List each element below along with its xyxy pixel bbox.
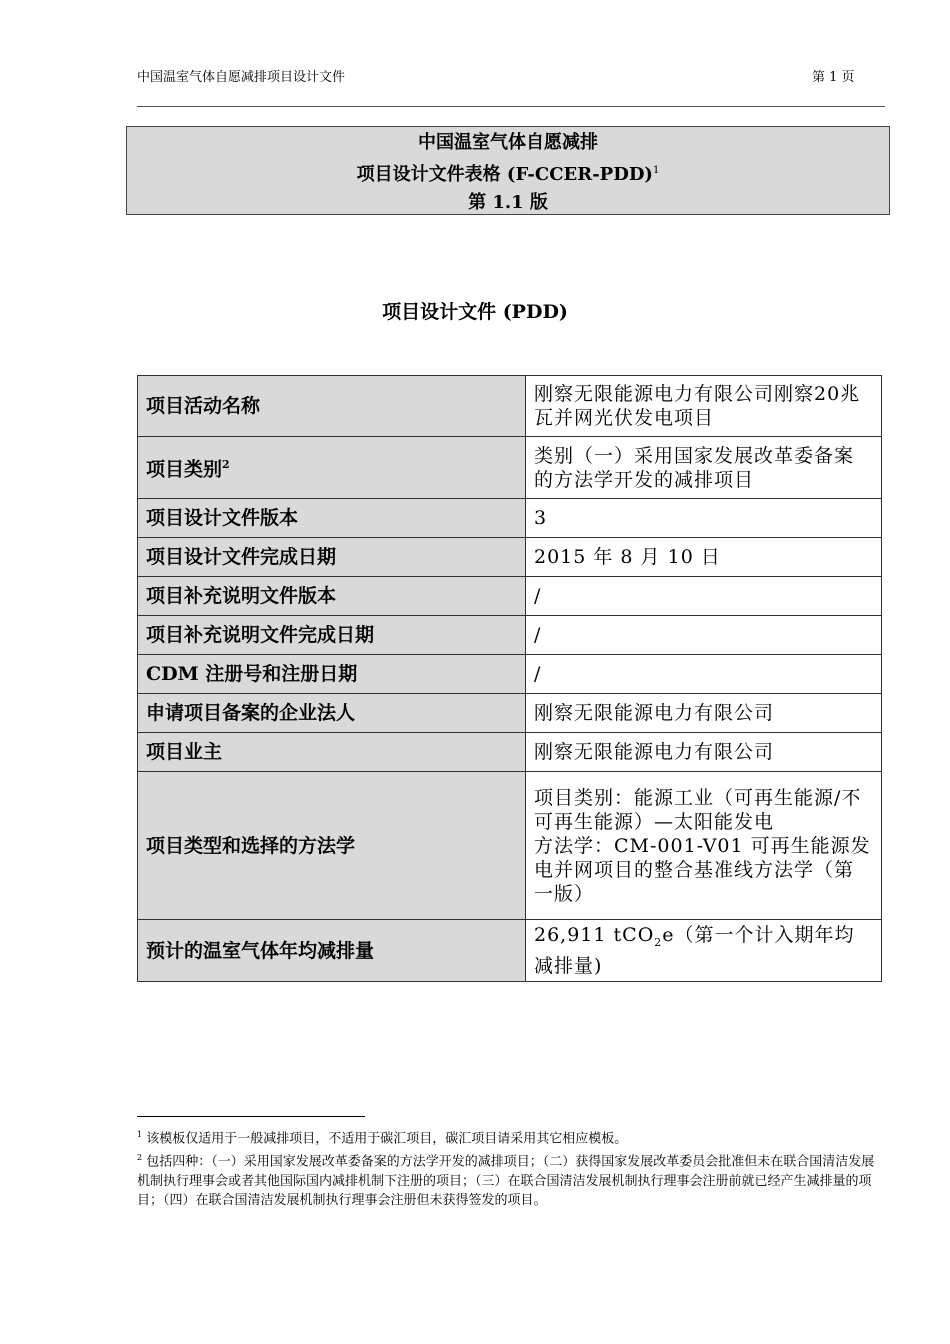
table-row bbox=[138, 694, 882, 733]
header-divider bbox=[137, 106, 885, 107]
project-category-text: 项目类别：能源工业（可再生能源/不可再生能源）—太阳能发电 bbox=[534, 786, 862, 833]
row-value: 刚察无限能源电力有限公司 bbox=[526, 733, 882, 772]
project-info-table bbox=[137, 375, 882, 982]
form-title-line1: 中国温室气体自愿减排 bbox=[418, 132, 598, 153]
row-value: 26,911 tCO$_2$e（第一个计入期年均减排量) bbox=[526, 920, 882, 982]
row-label: 项目设计文件版本 bbox=[138, 499, 526, 538]
row-value: / bbox=[526, 616, 882, 655]
row-label: 项目补充说明文件完成日期 bbox=[138, 616, 526, 655]
footnotes bbox=[137, 1125, 885, 1210]
row-label: CDM 注册号和注册日期 bbox=[138, 655, 526, 694]
row-value: 2015 年 8 月 10 日 bbox=[526, 538, 882, 577]
table-row bbox=[138, 499, 882, 538]
table-row bbox=[138, 920, 882, 982]
row-label: 项目活动名称 bbox=[138, 376, 526, 437]
table-row bbox=[138, 577, 882, 616]
pdd-heading: 项目设计文件 (PDD) bbox=[382, 301, 568, 323]
form-title-line2: 项目设计文件表格 (F-CCER-PDD)$^1$ bbox=[356, 164, 660, 185]
row-label: 项目业主 bbox=[138, 733, 526, 772]
row-label: 申请项目备案的企业法人 bbox=[138, 694, 526, 733]
page-number: 第 1 页 bbox=[812, 70, 855, 85]
row-value: 3 bbox=[526, 499, 882, 538]
table-row bbox=[138, 376, 882, 437]
table-row bbox=[138, 437, 882, 499]
row-value bbox=[526, 772, 882, 920]
row-label: 项目类型和选择的方法学 bbox=[138, 772, 526, 920]
methodology-text: 方法学：CM-001-V01 可再生能源发电并网项目的整合基准线方法学（第一版） bbox=[534, 834, 871, 905]
table-row bbox=[138, 616, 882, 655]
footnote-ref-2: 2 bbox=[222, 458, 230, 472]
row-value: 类别（一）采用国家发展改革委备案的方法学开发的减排项目 bbox=[526, 437, 882, 499]
row-label: 项目补充说明文件版本 bbox=[138, 577, 526, 616]
footnote-ref-1: 1 bbox=[652, 165, 660, 176]
row-value: / bbox=[526, 655, 882, 694]
table-row bbox=[138, 733, 882, 772]
table-row bbox=[138, 655, 882, 694]
form-version: 第 1.1 版 bbox=[468, 192, 548, 213]
row-value: 刚察无限能源电力有限公司刚察20兆瓦并网光伏发电项目 bbox=[526, 376, 882, 437]
row-value: 刚察无限能源电力有限公司 bbox=[526, 694, 882, 733]
row-label: 项目设计文件完成日期 bbox=[138, 538, 526, 577]
table-row bbox=[138, 772, 882, 920]
footnote-separator bbox=[137, 1116, 365, 1117]
row-label: 项目类别$^2$ bbox=[138, 437, 526, 499]
row-label: 预计的温室气体年均减排量 bbox=[138, 920, 526, 982]
form-title-box bbox=[126, 126, 890, 215]
table-row bbox=[138, 538, 882, 577]
running-header-title: 中国温室气体自愿减排项目设计文件 bbox=[137, 70, 346, 85]
footnote-1: $^1$ 该模板仅适用于一般减排项目，不适用于碳汇项目，碳汇项目请采用其它相应模板。 bbox=[137, 1130, 628, 1147]
row-value: / bbox=[526, 577, 882, 616]
footnote-2: $^2$ 包括四种：（一）采用国家发展改革委备案的方法学开发的减排项目；（二）获得国家发展改革委员会批准但未在联合国清洁发展机制执行理事会或者其他国际国内减排机制下注册的项目；（三）在联合国清洁发展机制执行理事会注册前就已经产生减排量的项目；（四）在联合国清洁发展机制执行理事会注册但未获得签发的项目。 bbox=[137, 1153, 875, 1208]
